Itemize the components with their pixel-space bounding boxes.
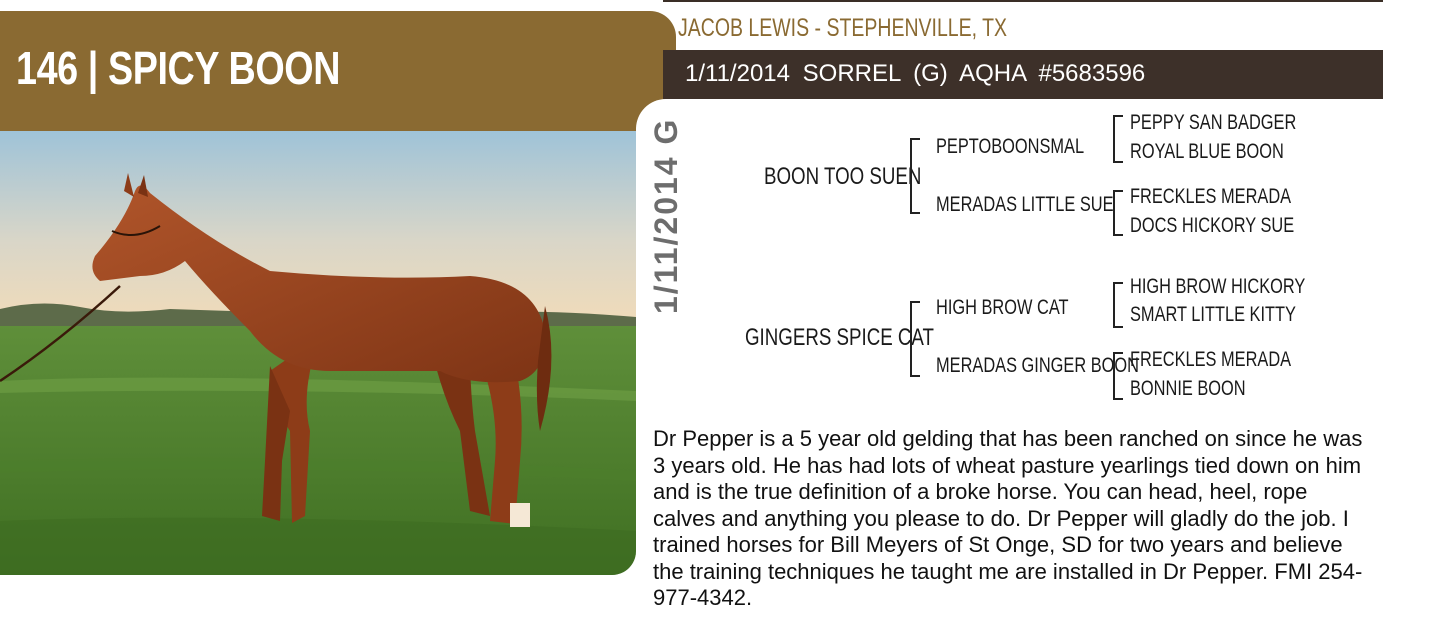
pedigree-sire-sire: PEPTOBOONSMAL xyxy=(936,135,1085,158)
pedigree-sire-dam: MERADAS LITTLE SUE xyxy=(936,193,1114,216)
pedigree-bracket xyxy=(910,301,920,377)
pedigree-sire-sire-sire: PEPPY SAN BADGER xyxy=(1130,111,1297,134)
pedigree-dam-dam-dam: BONNIE BOON xyxy=(1130,377,1246,400)
pedigree-bracket xyxy=(1113,282,1123,328)
pedigree-bracket xyxy=(910,138,920,214)
consignor-name: JACOB LEWIS - STEPHENVILLE, TX xyxy=(678,14,1008,42)
lot-title-panel xyxy=(0,11,676,132)
pedigree-dam-sire-dam: SMART LITTLE KITTY xyxy=(1130,303,1296,326)
horse-info-text: 1/11/2014 SORREL (G) AQHA #5683596 xyxy=(685,60,1146,87)
pedigree-dam-dam-sire: FRECKLES MERADA xyxy=(1130,348,1292,371)
pedigree-bracket xyxy=(1113,115,1123,163)
pedigree-sire-dam-dam: DOCS HICKORY SUE xyxy=(1130,214,1295,237)
horse-description: Dr Pepper is a 5 year old gelding that has been ranched on since he was 3 years old. He has had lots of wheat pasture yearlings tied down on him and is the true definition of a broke horse. You can head, heel, rope calves and anything you please to do. Dr Pepper will gladly do the job. I trained horses for Bill Meyers of St Onge, SD for two years and believe the training techniques he taught me are installed in Dr Pepper. FMI 254-977-4342. xyxy=(653,426,1363,610)
pedigree-bracket xyxy=(1113,352,1123,400)
pedigree-dam-dam: MERADAS GINGER BOON xyxy=(936,354,1139,377)
top-rule xyxy=(663,0,1383,2)
pedigree-sire-sire-dam: ROYAL BLUE BOON xyxy=(1130,140,1284,163)
pedigree-dam-sire: HIGH BROW CAT xyxy=(936,296,1069,319)
pedigree-sire-dam-sire: FRECKLES MERADA xyxy=(1130,185,1292,208)
vertical-foal-date: 1/11/2014 G xyxy=(648,118,684,315)
pedigree-dam-sire-sire: HIGH BROW HICKORY xyxy=(1130,275,1306,298)
pedigree-bracket xyxy=(1113,190,1123,236)
pedigree-dam: GINGERS SPICE CAT xyxy=(745,324,934,351)
pedigree-sire: BOON TOO SUEN xyxy=(764,163,922,190)
horse-photo xyxy=(0,131,636,575)
lot-title: 146 | SPICY BOON xyxy=(16,42,341,94)
horse-info-bar xyxy=(663,50,1383,99)
